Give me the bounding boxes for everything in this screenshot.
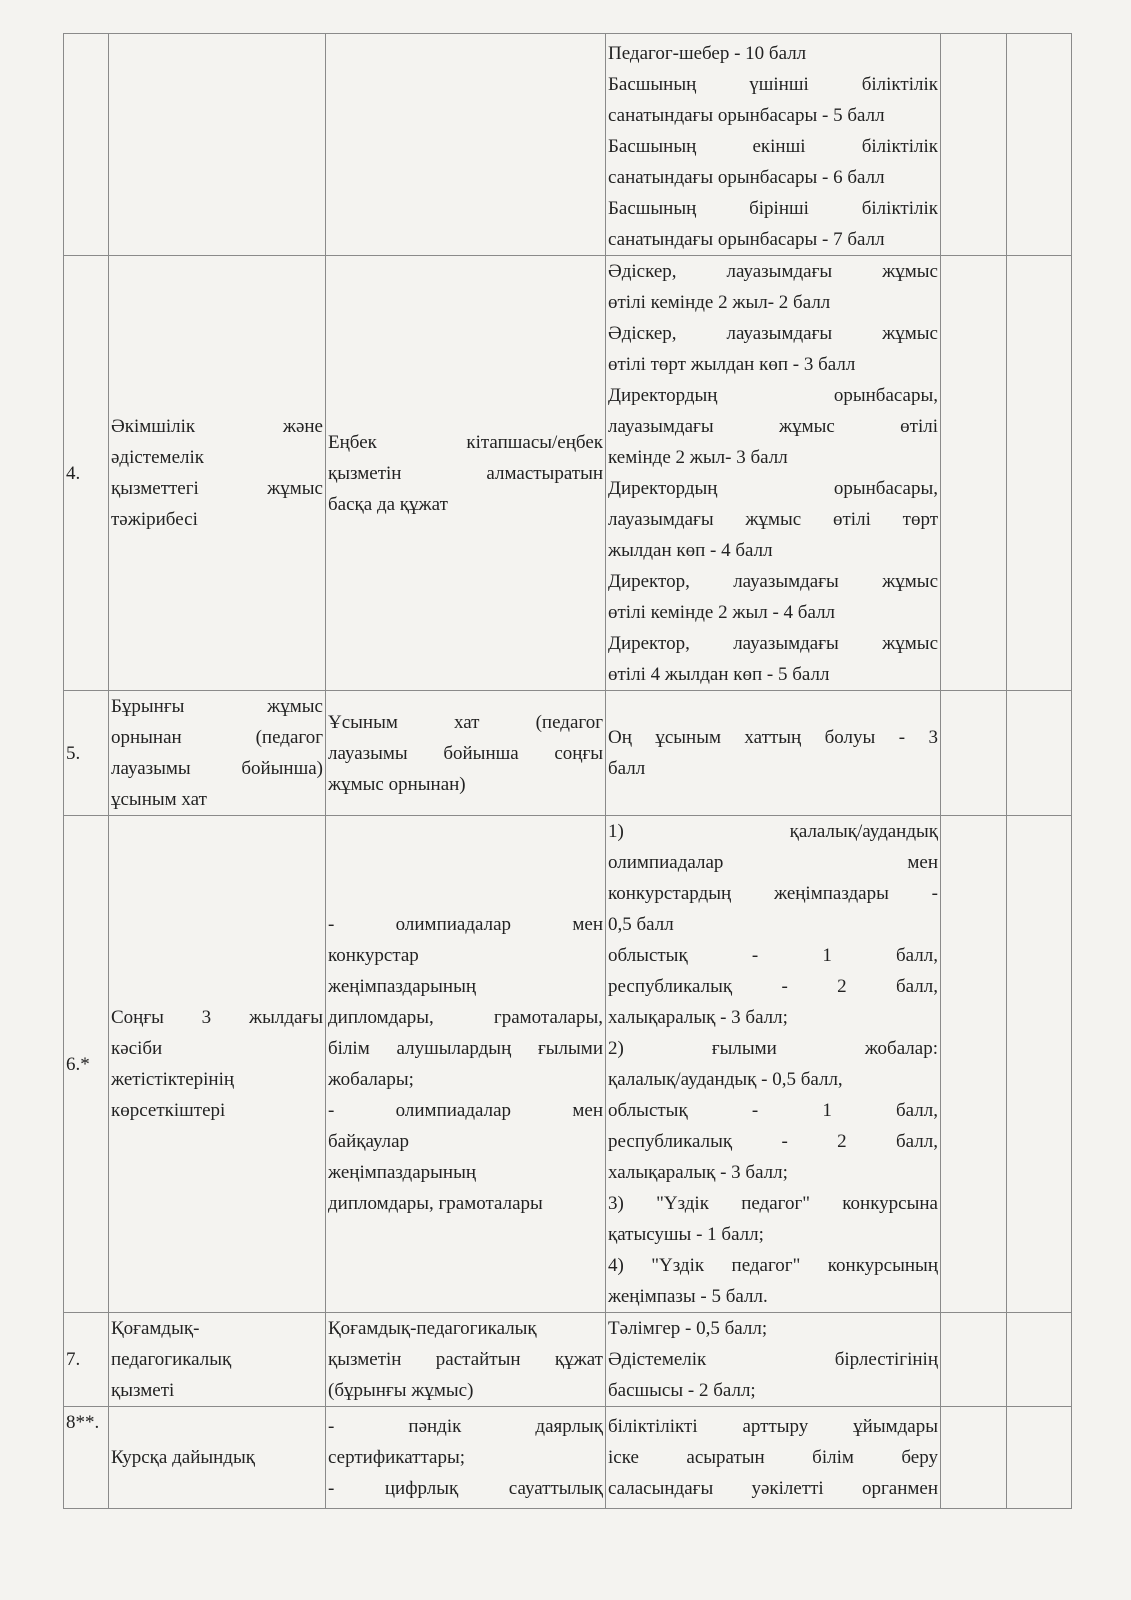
criteria-cell xyxy=(606,34,941,256)
empty-note-cell xyxy=(1007,1407,1072,1509)
doc_lines-line: білім алушылардың ғылыми xyxy=(328,1038,603,1059)
crit_lines-line: Басшының екінші біліктілік xyxy=(608,136,938,157)
empty-note-cell xyxy=(1007,816,1072,1313)
doc_lines-line: Ұсыным хат (педагог xyxy=(328,711,603,733)
crit_lines-line: 4) "Үздік педагог" конкурсының xyxy=(608,1255,938,1276)
crit_lines-line: Директордың орынбасары, xyxy=(608,385,938,406)
name_lines-line: Әкімшілік және xyxy=(111,416,323,437)
table-row xyxy=(64,256,1072,691)
crit_lines-line: Басшының бірінші біліктілік xyxy=(608,198,938,219)
crit_lines-line: қатысушы - 1 балл; xyxy=(608,1224,764,1245)
doc_lines-line: - олимпиадалар мен xyxy=(328,914,603,935)
crit_lines-line: іске асыратын білім беру xyxy=(608,1447,938,1468)
crit_lines-line: халықаралық - 3 балл; xyxy=(608,1162,788,1183)
crit_lines-line: өтілі кемінде 2 жыл - 4 балл xyxy=(608,602,836,623)
crit_lines-line: жылдан көп - 4 балл xyxy=(608,540,773,561)
name_lines-line: Бұрынғы жұмыс xyxy=(111,696,323,717)
table-row xyxy=(64,1313,1072,1407)
name_lines-line: ұсыным хат xyxy=(111,789,207,810)
doc_lines-line: қызметін растайтын құжат xyxy=(328,1349,603,1370)
doc_lines-line: байқаулар xyxy=(328,1131,410,1152)
table-row xyxy=(64,816,1072,1313)
row-number: 4. xyxy=(64,256,109,691)
crit_lines-line: Әдістемелік бірлестігінің xyxy=(608,1349,938,1370)
name_lines-line: кәсіби xyxy=(111,1038,163,1059)
row-number: 5. xyxy=(64,691,109,816)
document-cell xyxy=(326,256,606,691)
indicator-name-cell xyxy=(109,34,326,256)
crit_lines-line: 1) қалалық/аудандық xyxy=(608,821,938,842)
indicator-name-cell xyxy=(109,256,326,691)
name_lines-line: Соңғы 3 жылдағы xyxy=(111,1007,323,1028)
crit_lines-line: Директор, лауазымдағы жұмыс xyxy=(608,571,938,592)
crit_lines-line: Педагог-шебер - 10 балл xyxy=(608,43,807,64)
empty-note-cell xyxy=(1007,691,1072,816)
crit_lines-line: халықаралық - 3 балл; xyxy=(608,1007,788,1028)
name_lines-line: жетістіктерінің xyxy=(111,1069,235,1090)
indicator-name-cell xyxy=(109,691,326,816)
crit_lines-line: Оң ұсыным хаттың болуы - 3 xyxy=(608,727,938,748)
crit_lines-line: Директор, лауазымдағы жұмыс xyxy=(608,633,938,654)
crit_lines-line: республикалық - 2 балл, xyxy=(608,1131,938,1152)
crit_lines-line: қалалық/аудандық - 0,5 балл, xyxy=(608,1069,843,1090)
crit_lines-line: санатындағы орынбасары - 5 балл xyxy=(608,105,885,126)
doc_lines-line: (бұрынғы жұмыс) xyxy=(328,1380,474,1401)
crit_lines-line: жеңімпазы - 5 балл. xyxy=(608,1286,768,1307)
row-number: 7. xyxy=(64,1313,109,1407)
doc_lines-line: дипломдары, грамоталары xyxy=(328,1193,543,1214)
empty-score-cell xyxy=(941,691,1007,816)
crit_lines-line: Әдіскер, лауазымдағы жұмыс xyxy=(608,261,938,282)
doc_lines-line: конкурстар xyxy=(328,945,419,966)
empty-score-cell xyxy=(941,1313,1007,1407)
crit_lines-line: өтілі 4 жылдан көп - 5 балл xyxy=(608,664,830,685)
crit_lines-line: біліктілікті арттыру ұйымдары xyxy=(608,1416,938,1437)
table-row xyxy=(64,691,1072,816)
doc_lines-line: жеңімпаздарының xyxy=(328,1162,477,1183)
document-cell xyxy=(326,1313,606,1407)
crit_lines-line: Директордың орынбасары, xyxy=(608,478,938,499)
name_lines-line: әдістемелік xyxy=(111,447,204,468)
crit_lines-line: Басшының үшінші біліктілік xyxy=(608,74,938,95)
crit_lines-line: балл xyxy=(608,758,646,779)
name_lines-line: лауазымы бойынша) xyxy=(111,758,323,779)
empty-score-cell xyxy=(941,816,1007,1313)
doc_lines-line: - олимпиадалар мен xyxy=(328,1100,603,1121)
row-number xyxy=(64,34,109,256)
name_lines-line: орнынан (педагог xyxy=(111,727,323,748)
crit_lines-line: Әдіскер, лауазымдағы жұмыс xyxy=(608,323,938,344)
indicator-name-cell xyxy=(109,1407,326,1509)
crit_lines-line: лауазымдағы жұмыс өтілі төрт xyxy=(608,509,938,530)
document-cell xyxy=(326,34,606,256)
name_lines-line: қызметтегі жұмыс xyxy=(111,478,323,499)
crit_lines-line: өтілі кемінде 2 жыл- 2 балл xyxy=(608,292,831,313)
doc_lines-line: жобалары; xyxy=(328,1069,414,1090)
doc_lines-line: басқа да құжат xyxy=(328,493,448,515)
name_lines-line: Курсқа дайындық xyxy=(111,1447,255,1468)
indicator-name-cell xyxy=(109,816,326,1313)
crit_lines-line: 2) ғылыми жобалар: xyxy=(608,1038,938,1059)
name_lines-line: қызметі xyxy=(111,1380,175,1401)
name_lines-line: тәжірибесі xyxy=(111,509,198,530)
doc_lines-line: қызметін алмастыратын xyxy=(328,462,603,484)
doc_lines-line: жеңімпаздарының xyxy=(328,976,477,997)
name_lines-line: Қоғамдық- xyxy=(111,1318,200,1339)
crit_lines-line: санатындағы орынбасары - 6 балл xyxy=(608,167,885,188)
table-body xyxy=(64,34,1072,1509)
doc_lines-line: Еңбек кітапшасы/еңбек xyxy=(328,431,603,453)
empty-score-cell xyxy=(941,1407,1007,1509)
doc_lines-line: жұмыс орнынан) xyxy=(328,773,466,795)
row-number: 6.* xyxy=(64,816,109,1313)
name_lines-line: педагогикалық xyxy=(111,1349,232,1370)
name_lines-line: көрсеткіштері xyxy=(111,1100,226,1121)
indicator-name-cell xyxy=(109,1313,326,1407)
table-row xyxy=(64,34,1072,256)
empty-note-cell xyxy=(1007,256,1072,691)
empty-score-cell xyxy=(941,34,1007,256)
document-cell xyxy=(326,691,606,816)
crit_lines-line: облыстық - 1 балл, xyxy=(608,945,938,966)
crit_lines-line: 3) "Үздік педагог" конкурсына xyxy=(608,1193,938,1214)
criteria-cell xyxy=(606,1407,941,1509)
empty-note-cell xyxy=(1007,34,1072,256)
row-number: 8**. xyxy=(64,1407,109,1509)
doc_lines-line: дипломдары, грамоталары, xyxy=(328,1007,603,1028)
crit_lines-line: саласындағы уәкілетті органмен xyxy=(608,1478,938,1499)
crit_lines-line: Тәлімгер - 0,5 балл; xyxy=(608,1318,768,1339)
doc_lines-line: сертификаттары; xyxy=(328,1447,465,1468)
crit_lines-line: лауазымдағы жұмыс өтілі xyxy=(608,416,938,437)
criteria-cell xyxy=(606,256,941,691)
doc_lines-line: - цифрлық сауаттылық xyxy=(328,1478,603,1499)
criteria-cell xyxy=(606,816,941,1313)
crit_lines-line: өтілі төрт жылдан көп - 3 балл xyxy=(608,354,856,375)
doc_lines-line: лауазымы бойынша соңғы xyxy=(328,742,603,764)
crit_lines-line: басшысы - 2 балл; xyxy=(608,1380,756,1401)
document-cell xyxy=(326,1407,606,1509)
crit_lines-line: республикалық - 2 балл, xyxy=(608,976,938,997)
empty-note-cell xyxy=(1007,1313,1072,1407)
crit_lines-line: кемінде 2 жыл- 3 балл xyxy=(608,447,788,468)
document-cell xyxy=(326,816,606,1313)
table-row xyxy=(64,1407,1072,1509)
crit_lines-line: олимпиадалар мен xyxy=(608,852,938,873)
crit_lines-line: санатындағы орынбасары - 7 балл xyxy=(608,229,885,250)
criteria-cell xyxy=(606,1313,941,1407)
criteria-cell xyxy=(606,691,941,816)
crit_lines-line: конкурстардың жеңімпаздары - xyxy=(608,883,938,904)
criteria-table xyxy=(63,33,1072,1509)
doc_lines-line: - пәндік даярлық xyxy=(328,1416,603,1437)
crit_lines-line: облыстық - 1 балл, xyxy=(608,1100,938,1121)
crit_lines-line: 0,5 балл xyxy=(608,914,674,935)
empty-score-cell xyxy=(941,256,1007,691)
doc_lines-line: Қоғамдық-педагогикалық xyxy=(328,1318,537,1339)
